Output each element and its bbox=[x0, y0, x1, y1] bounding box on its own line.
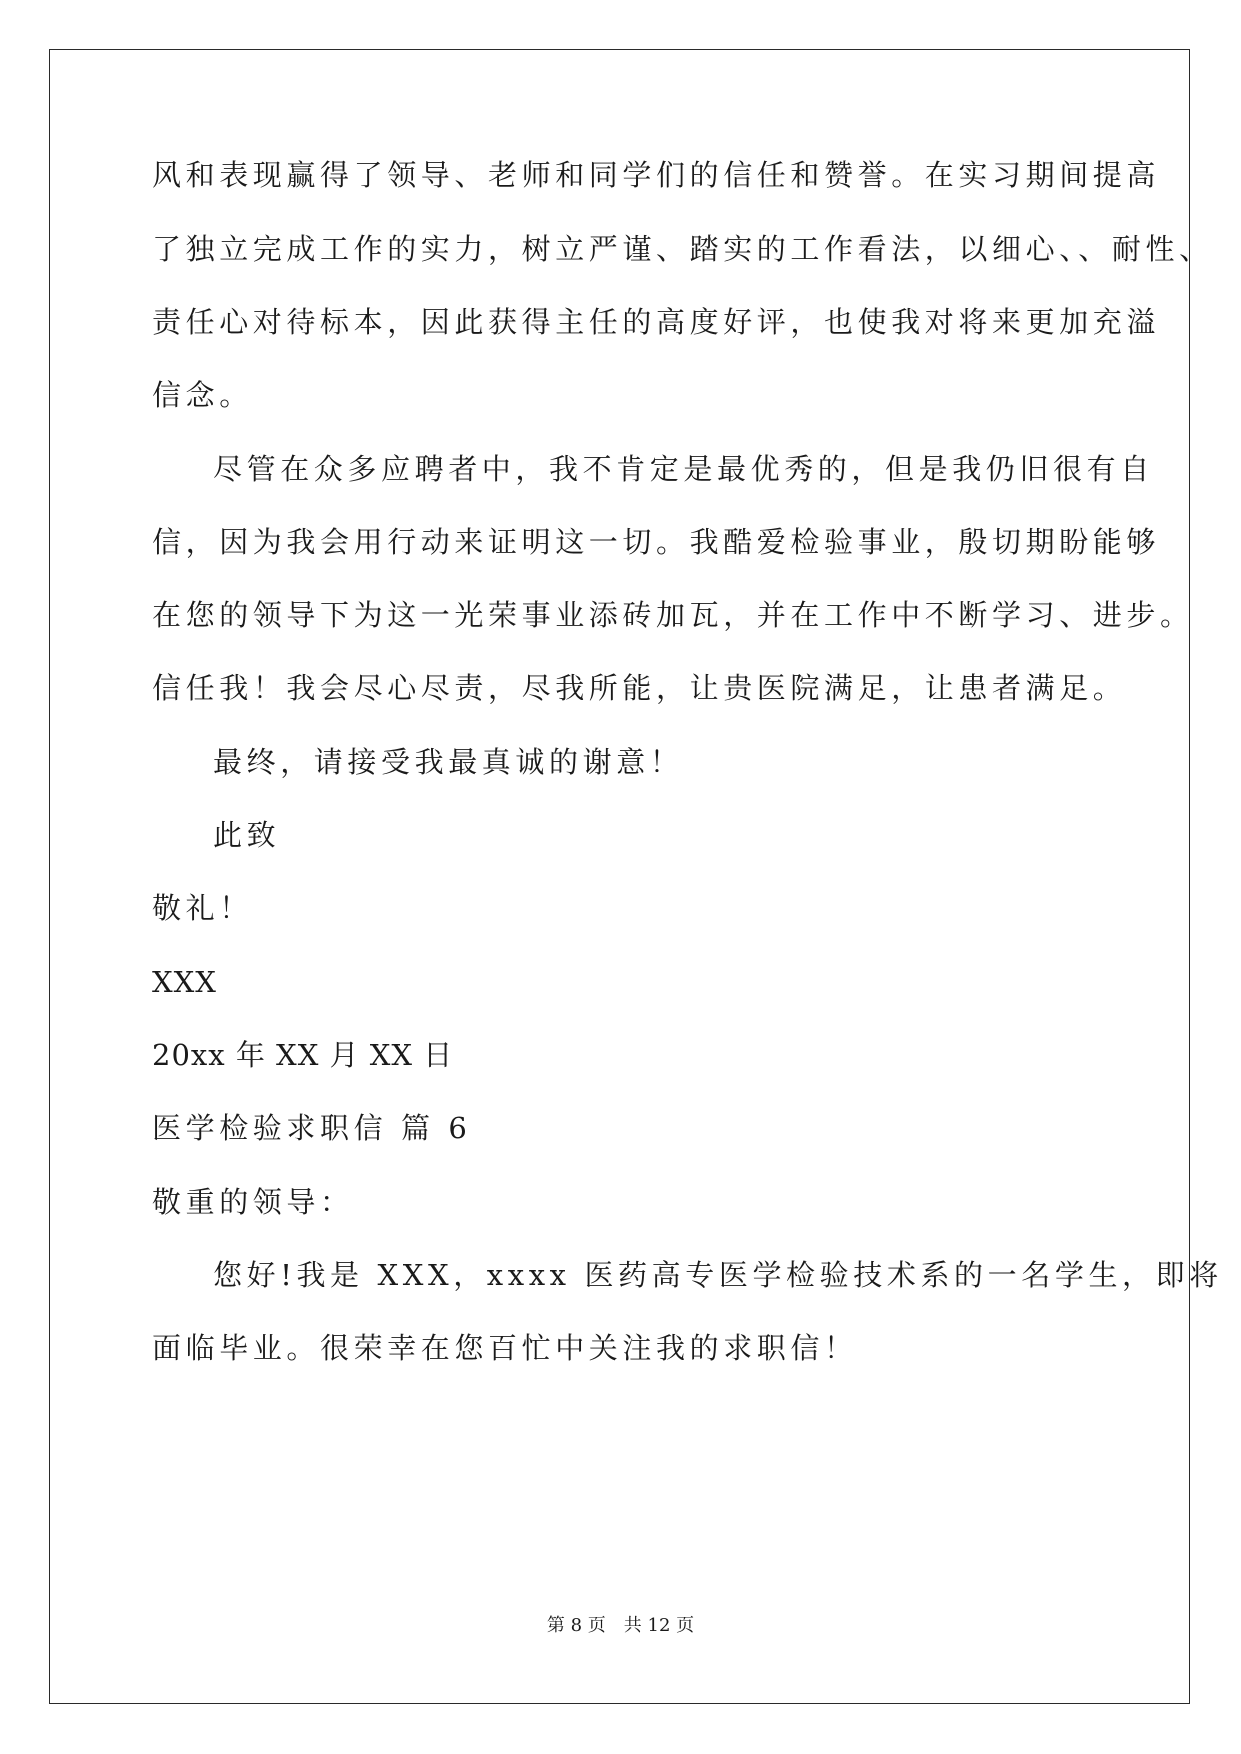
body-text-line: 信念。 bbox=[152, 378, 253, 412]
body-text-line: 风和表现赢得了领导、老师和同学们的信任和赞誉。在实习期间提高 bbox=[152, 158, 1161, 192]
page-border bbox=[49, 49, 1190, 1704]
section-heading: 医学检验求职信 篇 6 bbox=[152, 1111, 472, 1145]
paragraph-start: 尽管在众多应聘者中，我不肯定是最优秀的，但是我仍旧很有自 bbox=[213, 452, 1154, 486]
letter-greeting: 敬重的领导： bbox=[152, 1185, 354, 1219]
body-text-line: 信，因为我会用行动来证明这一切。我酷爱检验事业，殷切期盼能够 bbox=[152, 525, 1161, 559]
closing-salutation: 此致 bbox=[213, 818, 281, 852]
signature-name: XXX bbox=[152, 965, 217, 999]
page-number-footer: 第 8 页 共 12 页 bbox=[546, 1615, 695, 1636]
paragraph-start: 您好!我是 XXX，xxxx 医药高专医学检验技术系的一名学生，即将 bbox=[213, 1258, 1223, 1292]
body-text-line: 责任心对待标本，因此获得主任的高度好评，也使我对将来更加充溢 bbox=[152, 305, 1161, 339]
body-text-line: 信任我！我会尽心尽责，尽我所能，让贵医院满足，让患者满足。 bbox=[152, 671, 1127, 705]
closing-regards: 敬礼！ bbox=[152, 891, 253, 925]
body-text-line: 了独立完成工作的实力，树立严谨、踏实的工作看法，以细心、、耐性、 bbox=[152, 232, 1213, 266]
signature-date: 20xx 年 XX 月 XX 日 bbox=[152, 1038, 454, 1072]
body-text-line: 面临毕业。很荣幸在您百忙中关注我的求职信！ bbox=[152, 1331, 858, 1365]
closing-thanks: 最终，请接受我最真诚的谢意！ bbox=[213, 745, 684, 779]
body-text-line: 在您的领导下为这一光荣事业添砖加瓦，并在工作中不断学习、进步。 bbox=[152, 598, 1194, 632]
